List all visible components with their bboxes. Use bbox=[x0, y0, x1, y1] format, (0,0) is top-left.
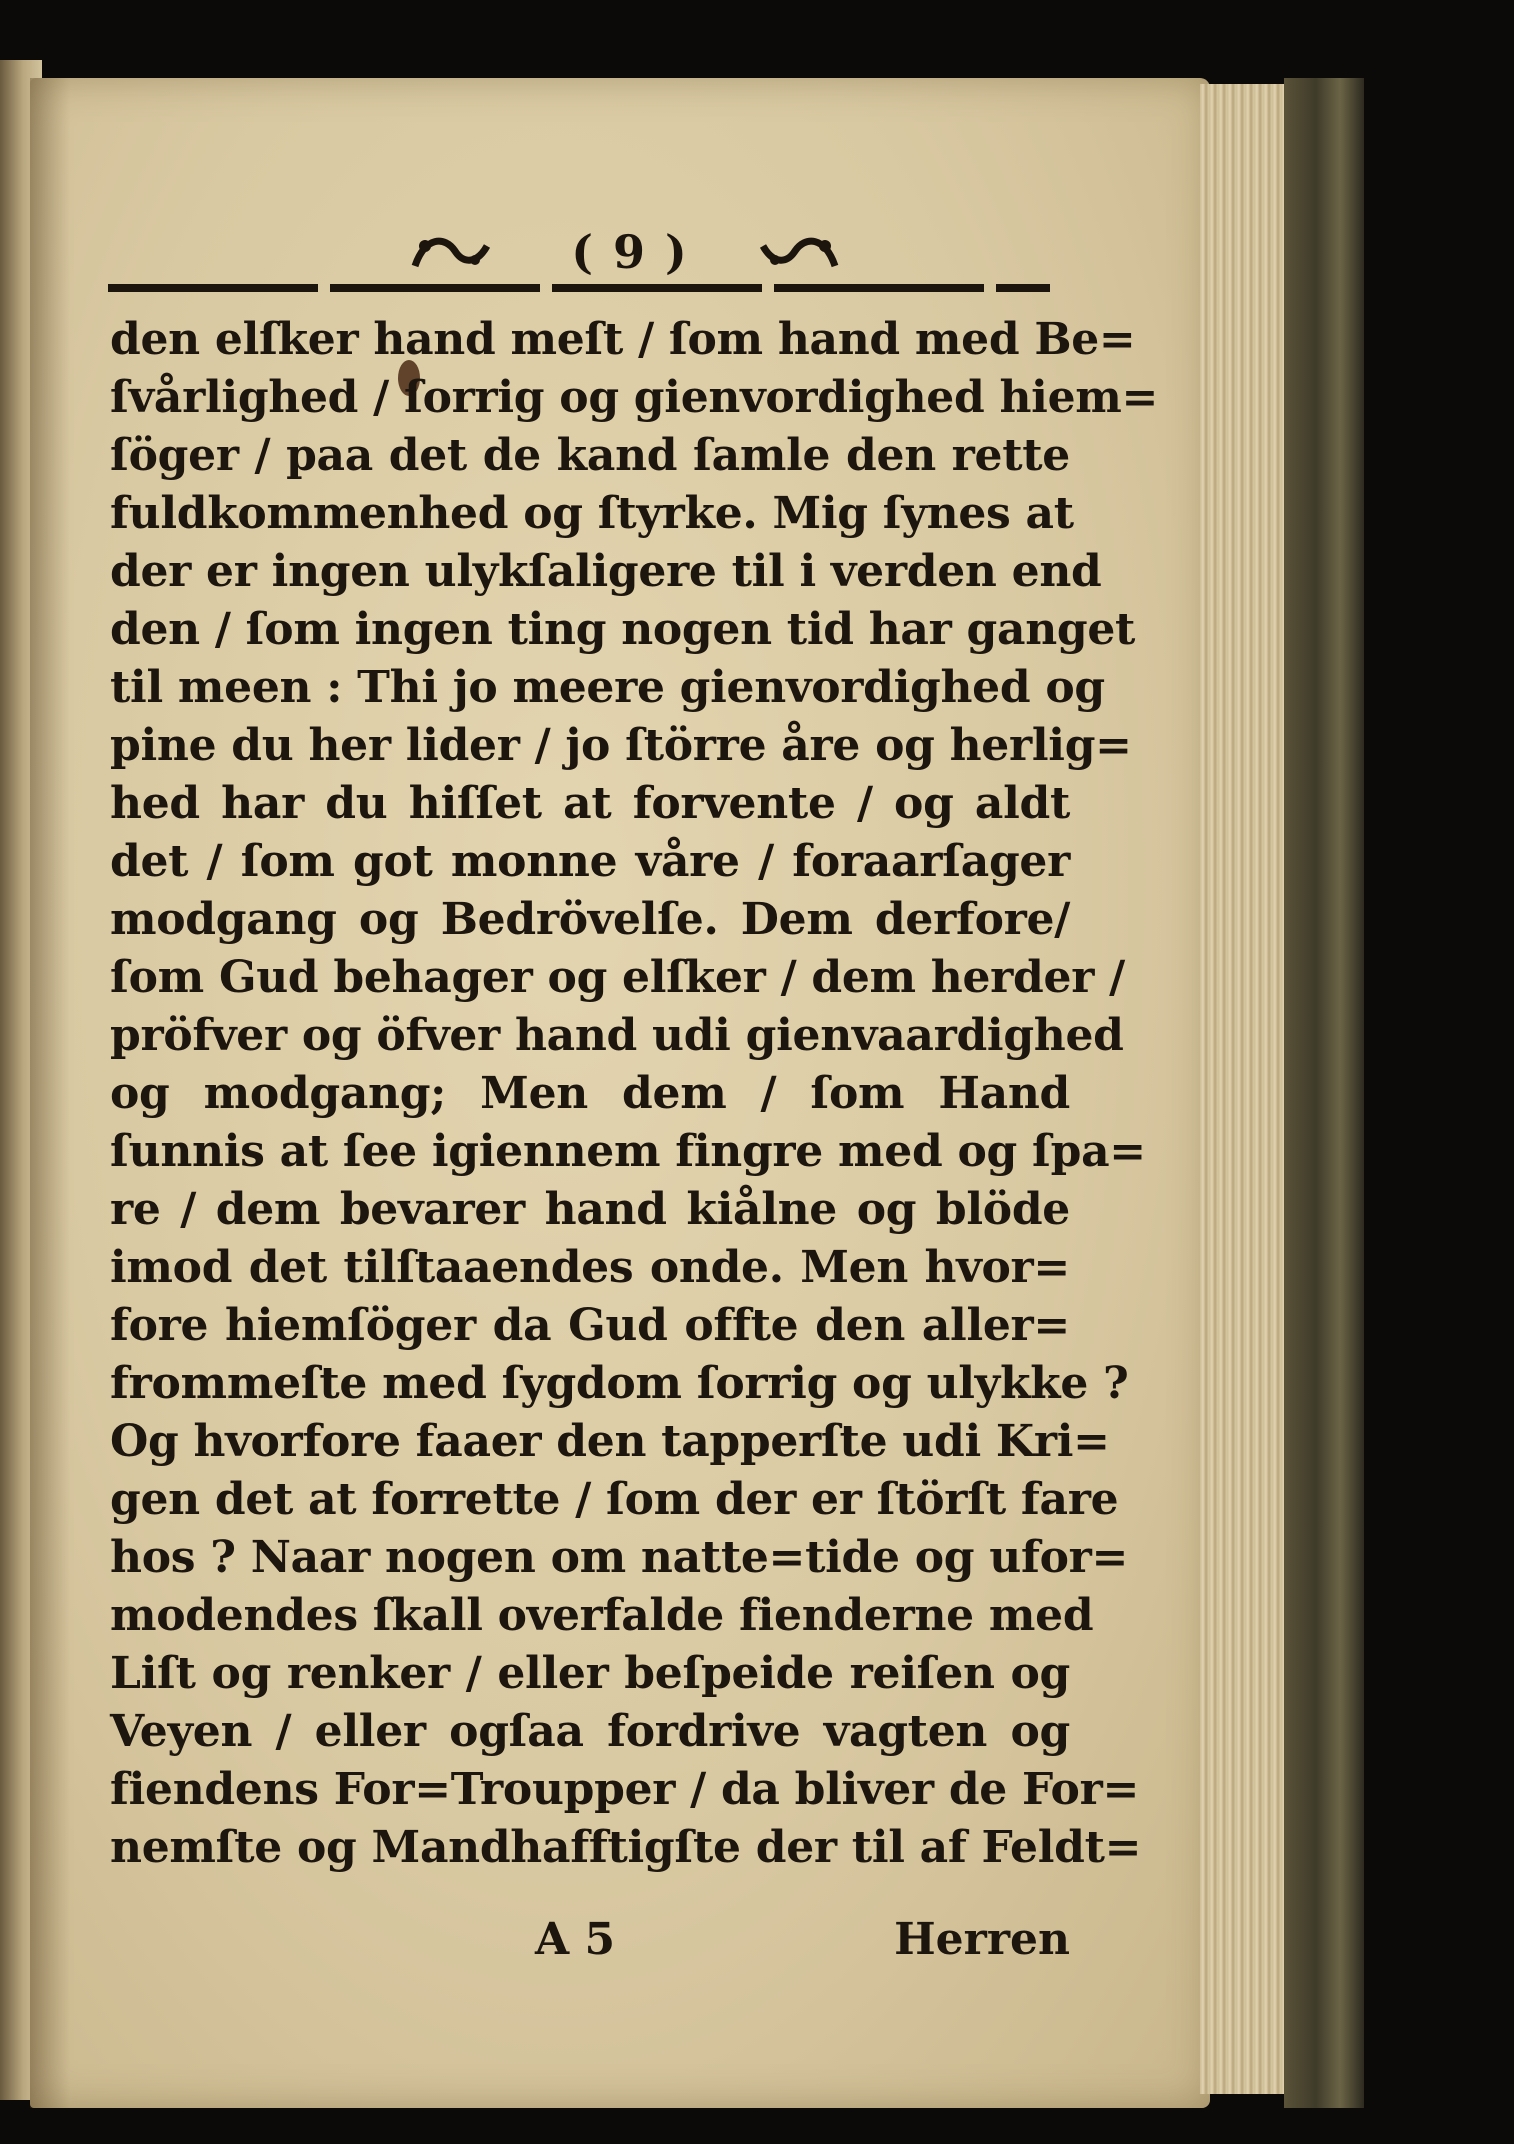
text-line: frommeſte med ſygdom ſorrig og ulykke ? bbox=[110, 1358, 1129, 1409]
text-line: imod det tilſtaaendes onde. Men hvor= bbox=[110, 1242, 1070, 1293]
page-footer bbox=[110, 1910, 1070, 1970]
text-line: Veyen / eller ogſaa fordrive vagten og bbox=[110, 1706, 1070, 1757]
text-line: nemſte og Mandhafftigſte der til af Feldt= bbox=[110, 1822, 1142, 1873]
text-line: ſvårlighed / ſorrig og gienvordighed hiem= bbox=[110, 372, 1159, 423]
text-line: Liſt og renker / eller beſpeide reiſen og bbox=[110, 1648, 1070, 1699]
running-head bbox=[105, 212, 1050, 282]
text-line: gen det at forrette / ſom der er ſtörſt fare bbox=[110, 1474, 1119, 1525]
text-line: ſunnis at ſee igiennem fingre med og ſpa= bbox=[110, 1126, 1146, 1177]
text-line: re / dem bevarer hand kiålne og blöde bbox=[110, 1184, 1070, 1235]
header-rule bbox=[108, 284, 1050, 292]
text-line: pröfver og öfver hand udi gienvaardighed bbox=[110, 1010, 1124, 1061]
text-line: fuldkommenhed og ſtyrke. Mig ſynes at bbox=[110, 488, 1074, 539]
signature-mark: A 5 bbox=[535, 1914, 616, 1965]
text-line: og modgang; Men dem / ſom Hand bbox=[110, 1068, 1070, 1119]
text-line: ſom Gud behager og elſker / dem herder / bbox=[110, 952, 1125, 1003]
catchword: Herren bbox=[894, 1914, 1070, 1965]
text-line: hed har du hiſſet at forvente / og aldt bbox=[110, 778, 1070, 829]
text-line: der er ingen ulykſaligere til i verden end bbox=[110, 546, 1102, 597]
text-line: til meen : Thi jo meere gienvordighed og bbox=[110, 662, 1105, 713]
page-number: ( 9 ) bbox=[571, 225, 689, 279]
text-line: det / ſom got monne våre / foraarſager bbox=[110, 836, 1070, 887]
text-line: modendes ſkall overfalde fienderne med bbox=[110, 1590, 1094, 1641]
page-fore-edge bbox=[1200, 84, 1296, 2094]
page-gutter-shadow bbox=[30, 78, 70, 2108]
text-line: Og hvorfore faaer den tapperſte udi Kri= bbox=[110, 1416, 1110, 1467]
body-text bbox=[110, 300, 1159, 1920]
text-line: fiendens For=Troupper / da bliver de For= bbox=[110, 1764, 1140, 1815]
text-line: pine du her lider / jo ſtörre åre og herlig= bbox=[110, 720, 1132, 771]
text-line: fore hiemſöger da Gud offte den aller= bbox=[110, 1300, 1070, 1351]
text-line: ſöger / paa det de kand ſamle den rette bbox=[110, 430, 1070, 481]
text-line: den elſker hand meſt / ſom hand med Be= bbox=[110, 314, 1136, 365]
text-line: den / ſom ingen ting nogen tid har ganget bbox=[110, 604, 1136, 655]
left-ornament-icon bbox=[405, 226, 495, 276]
right-ornament-icon bbox=[755, 226, 845, 276]
text-line: hos ? Naar nogen om natte=tide og ufor= bbox=[110, 1532, 1129, 1583]
text-line: modgang og Bedrövelſe. Dem derfore/ bbox=[110, 894, 1070, 945]
book-cover-board bbox=[1284, 78, 1364, 2108]
